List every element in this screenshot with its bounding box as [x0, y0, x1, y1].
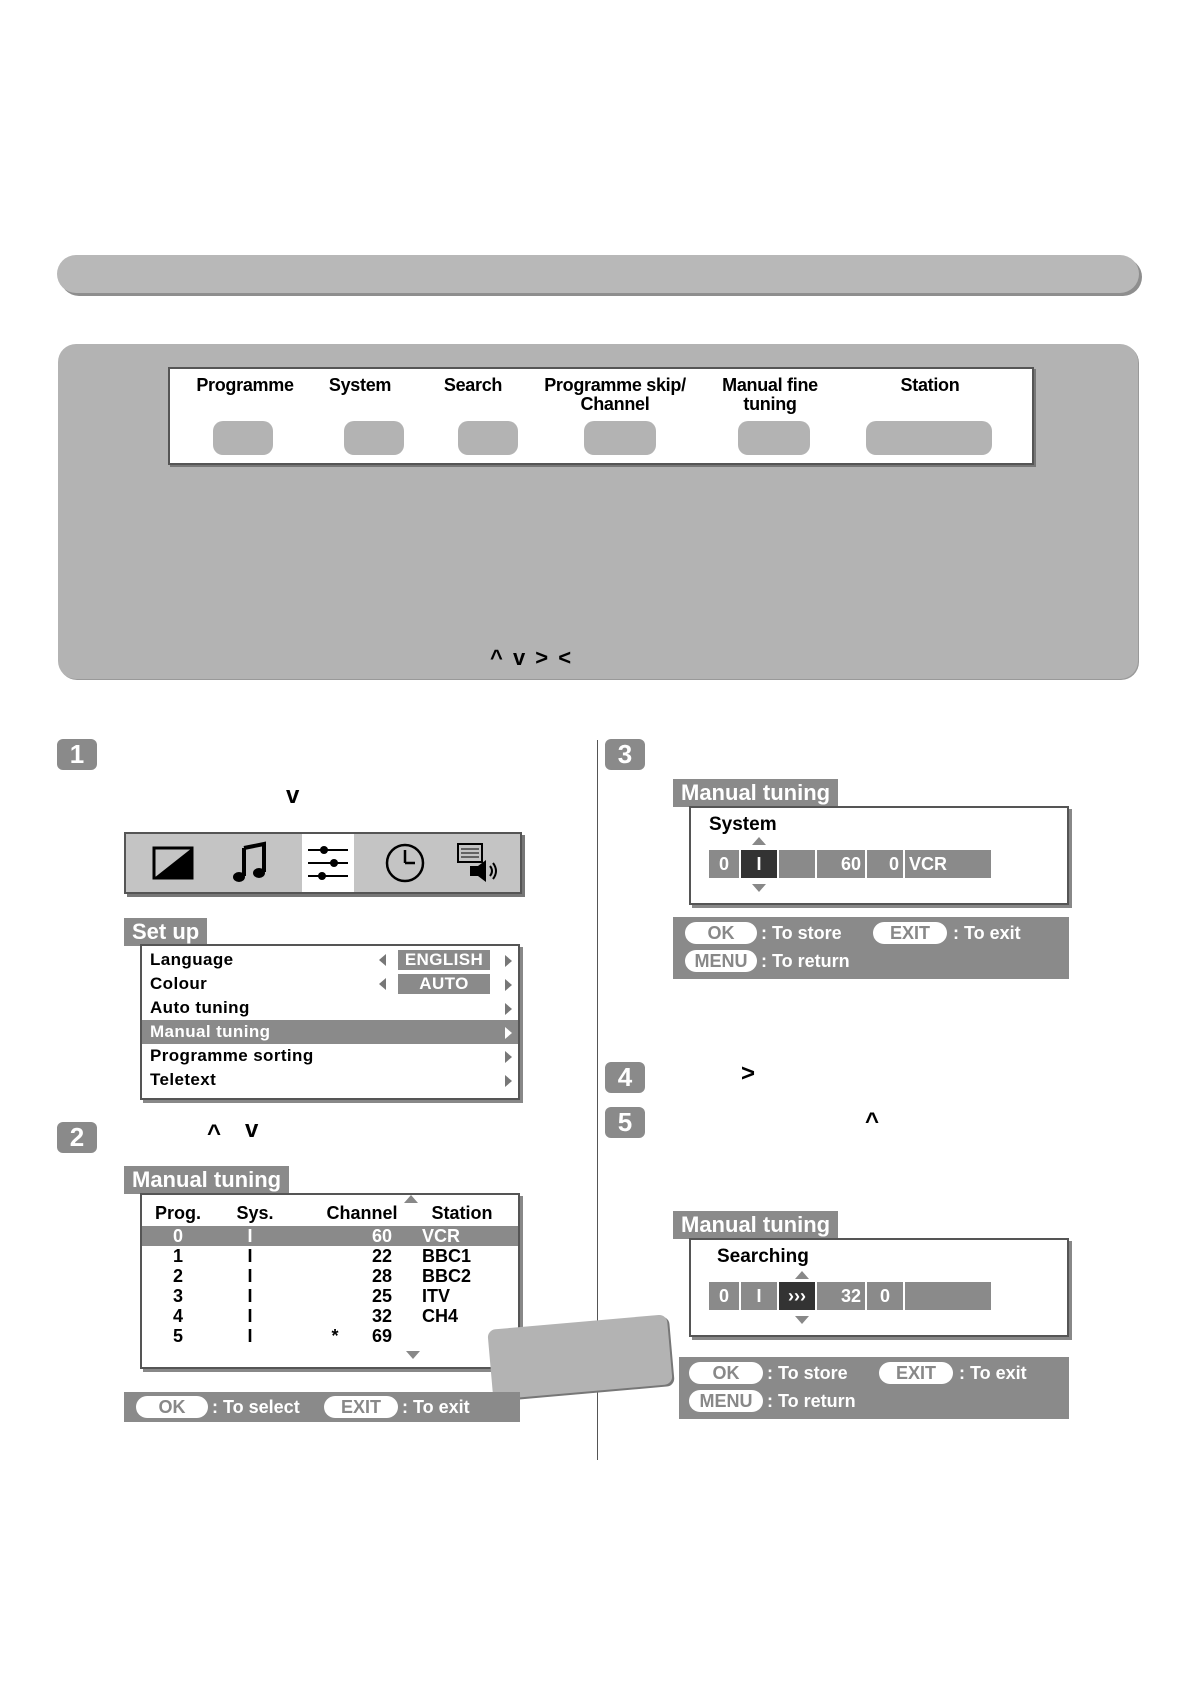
setup-menu-title: Set up	[124, 918, 207, 946]
manual-list-legend	[124, 1392, 520, 1422]
ok-key-text: : To select	[212, 1397, 300, 1417]
up-arrow-icon: ^	[865, 1108, 880, 1135]
exit-key[interactable]: EXIT	[324, 1396, 398, 1418]
step-3-badge: 3	[605, 739, 645, 770]
fine-field[interactable]: 0	[867, 1282, 903, 1310]
teletext-sound-icon[interactable]	[452, 838, 502, 888]
up-arrow-icon: ^	[207, 1120, 222, 1147]
menu-item-teletext[interactable]	[142, 1068, 518, 1092]
row-sys: I	[247, 1286, 253, 1306]
menu-item-manual-tuning[interactable]	[142, 1020, 518, 1044]
table-row[interactable]	[142, 1226, 518, 1246]
ok-key[interactable]: OK	[689, 1362, 763, 1384]
sys-field[interactable]: I	[741, 850, 777, 878]
right-arrow-icon[interactable]	[505, 979, 512, 991]
table-row[interactable]	[142, 1246, 518, 1266]
manual-list-title: Manual tuning	[124, 1166, 289, 1194]
menu-item-language[interactable]	[142, 948, 518, 972]
menu-item-label: Programme sorting	[150, 1046, 314, 1065]
picture-icon[interactable]	[148, 838, 198, 888]
down-arrow-icon: v	[286, 782, 300, 809]
exit-key[interactable]: EXIT	[879, 1362, 953, 1384]
main-menu-bar	[124, 832, 522, 894]
menu-item-label: Auto tuning	[150, 998, 250, 1017]
tuning-fields	[709, 1282, 999, 1310]
menu-item-label: Language	[150, 950, 234, 969]
exit-key-text: : To exit	[402, 1397, 470, 1417]
down-arrow-icon[interactable]	[752, 884, 766, 892]
table-row[interactable]	[142, 1306, 518, 1326]
system-field	[344, 421, 404, 455]
table-header	[142, 1203, 518, 1223]
fine-field[interactable]: 0	[867, 850, 903, 878]
right-arrow-icon	[505, 1051, 512, 1063]
section-title-bar	[57, 255, 1139, 293]
channel-field[interactable]: 60	[817, 850, 865, 878]
row-prog: 5	[172, 1326, 183, 1346]
fine-tuning-field	[738, 421, 810, 455]
down-arrow-icon: v	[245, 1116, 259, 1143]
right-arrow-icon	[505, 1075, 512, 1087]
header-station: Station	[431, 1203, 493, 1223]
header-sys: Sys.	[236, 1203, 274, 1223]
row-sys: I	[247, 1226, 253, 1246]
osd-column-strip	[168, 367, 1034, 465]
row-prog: 3	[172, 1286, 183, 1306]
right-arrow-icon[interactable]	[505, 955, 512, 967]
search-field[interactable]	[779, 850, 815, 878]
row-station: BBC2	[422, 1266, 472, 1286]
row-channel: 25	[371, 1286, 393, 1306]
clock-icon[interactable]	[380, 838, 430, 888]
row-prog: 1	[172, 1246, 183, 1266]
ok-key[interactable]: OK	[136, 1396, 208, 1418]
search-panel-title: Manual tuning	[673, 1211, 838, 1239]
menu-item-colour[interactable]	[142, 972, 518, 996]
row-channel: 69	[371, 1326, 393, 1346]
language-value: ENGLISH	[398, 950, 490, 970]
col-label-programme: Programme	[196, 375, 294, 395]
programme-skip-field	[584, 421, 656, 455]
table-row[interactable]	[142, 1326, 518, 1346]
prog-field[interactable]: 0	[709, 1282, 739, 1310]
ok-key-text: : To store	[767, 1363, 848, 1383]
colour-value: AUTO	[398, 974, 490, 994]
col-label-search: Search	[443, 375, 503, 395]
row-sys: I	[247, 1306, 253, 1326]
station-field[interactable]	[905, 1282, 991, 1310]
scroll-down-icon[interactable]	[406, 1351, 420, 1359]
ok-key[interactable]: OK	[685, 922, 757, 944]
col-label-system: System	[328, 375, 392, 395]
row-channel: 28	[371, 1266, 393, 1286]
sys-field[interactable]: I	[741, 1282, 777, 1310]
search-panel-legend	[679, 1357, 1069, 1419]
table-row[interactable]	[142, 1286, 518, 1306]
setup-icon[interactable]	[302, 834, 354, 892]
row-prog: 0	[172, 1226, 183, 1246]
col-label-station: Station	[900, 375, 960, 395]
col-label-manual-fine-tuning: Manual fine tuning	[722, 375, 818, 414]
searching-label: Searching	[717, 1246, 809, 1267]
row-prog: 4	[172, 1306, 183, 1326]
menu-item-label: Colour	[150, 974, 208, 993]
system-panel-legend	[673, 917, 1069, 979]
row-channel: 60	[371, 1226, 393, 1246]
right-arrow-icon	[505, 1027, 512, 1039]
search-panel	[689, 1238, 1069, 1337]
menu-item-label: Teletext	[150, 1070, 217, 1089]
row-channel: 22	[371, 1246, 393, 1266]
right-arrow-icon	[505, 1003, 512, 1015]
up-arrow-icon[interactable]	[795, 1271, 809, 1279]
row-station: BBC1	[422, 1246, 472, 1266]
note-card	[487, 1314, 672, 1399]
right-arrow-icon: >	[741, 1060, 756, 1087]
system-panel	[689, 806, 1069, 905]
station-field[interactable]: VCR	[905, 850, 991, 878]
tuning-fields	[709, 850, 999, 878]
menu-key-text: : To return	[761, 951, 850, 971]
row-station: VCR	[422, 1226, 461, 1246]
navigation-arrows: ^ v > <	[490, 645, 574, 670]
step-2-badge: 2	[57, 1122, 97, 1153]
row-prog: 2	[172, 1266, 183, 1286]
exit-key[interactable]: EXIT	[873, 922, 947, 944]
menu-key-text: : To return	[767, 1391, 856, 1411]
menu-item-label: Manual tuning	[150, 1022, 271, 1041]
row-station: CH4	[422, 1306, 459, 1326]
system-panel-title: Manual tuning	[673, 779, 838, 807]
table-row[interactable]	[142, 1266, 518, 1286]
exit-key-text: : To exit	[959, 1363, 1027, 1383]
programme-table	[140, 1193, 520, 1369]
menu-key[interactable]: MENU	[689, 1390, 763, 1412]
programme-field	[213, 421, 273, 455]
menu-item-auto-tuning[interactable]	[142, 996, 518, 1020]
sound-icon[interactable]	[226, 838, 276, 888]
col-label-programme-skip: Programme skip/ Channel	[544, 375, 686, 414]
channel-field[interactable]: 32	[817, 1282, 865, 1310]
step-1-badge: 1	[57, 739, 97, 770]
setup-menu	[140, 944, 520, 1100]
left-arrow-icon[interactable]	[379, 954, 386, 966]
header-prog: Prog.	[154, 1203, 201, 1223]
system-label: System	[709, 814, 777, 835]
row-station: ITV	[422, 1286, 451, 1306]
prog-field[interactable]: 0	[709, 850, 739, 878]
row-mark: *	[331, 1326, 339, 1346]
left-arrow-icon[interactable]	[379, 978, 386, 990]
step-4-badge: 4	[605, 1062, 645, 1093]
row-channel: 32	[371, 1306, 393, 1326]
exit-key-text: : To exit	[953, 923, 1021, 943]
down-arrow-icon[interactable]	[795, 1316, 809, 1324]
search-field	[458, 421, 518, 455]
step-5-badge: 5	[605, 1107, 645, 1138]
scroll-up-icon[interactable]	[404, 1195, 418, 1203]
station-field	[866, 421, 992, 455]
row-sys: I	[247, 1246, 253, 1266]
header-channel: Channel	[326, 1203, 398, 1223]
search-field[interactable]: ›››	[779, 1282, 815, 1310]
menu-key[interactable]: MENU	[685, 950, 757, 972]
menu-item-programme-sorting[interactable]	[142, 1044, 518, 1068]
up-arrow-icon[interactable]	[752, 837, 766, 845]
ok-key-text: : To store	[761, 923, 842, 943]
row-sys: I	[247, 1266, 253, 1286]
row-sys: I	[247, 1326, 253, 1346]
